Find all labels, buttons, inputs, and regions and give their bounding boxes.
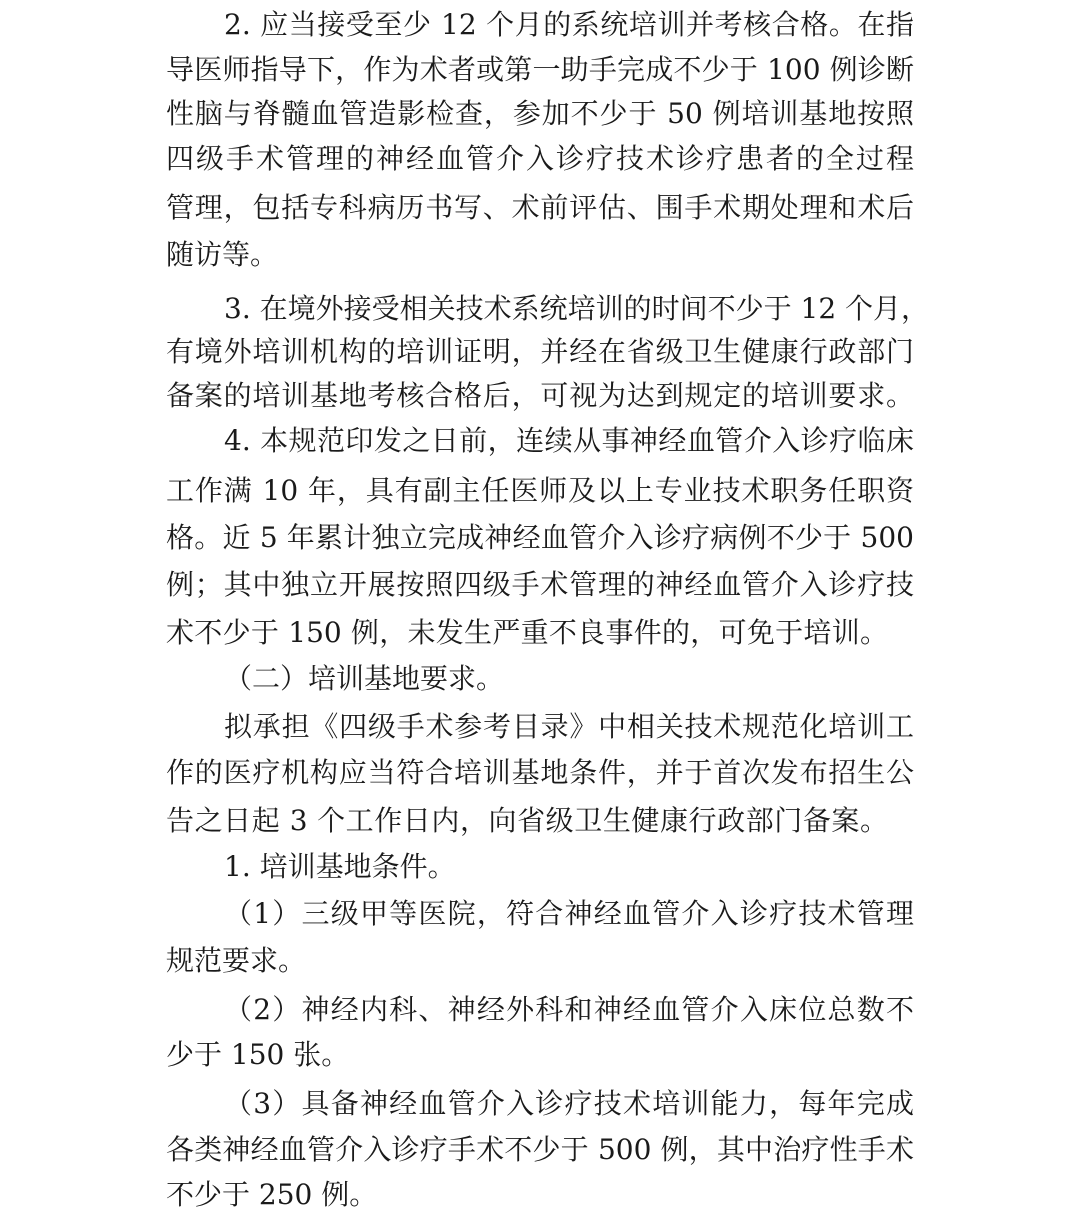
text-line (0, 889, 1080, 939)
text-line (0, 796, 1080, 846)
line-text: 导医师指导下，作为术者或第一助手完成不少于 100 例诊断 (166, 53, 914, 86)
text-line (0, 371, 1080, 421)
line-text: 作的医疗机构应当符合培训基地条件，并于首次发布招生公 (166, 756, 914, 789)
line-text: 3. 在境外接受相关技术系统培训的时间不少于 12 个月， (224, 292, 930, 325)
text-line (0, 327, 1080, 377)
text-line (0, 1125, 1080, 1175)
text-line (0, 183, 1080, 233)
line-text: （2）神经内科、神经外科和神经血管介入床位总数不 (224, 993, 914, 1026)
line-text: 2. 应当接受至少 12 个月的系统培训并考核合格。在指 (224, 8, 914, 41)
line-text: 备案的培训基地考核合格后，可视为达到规定的培训要求。 (166, 379, 914, 412)
text-line (0, 936, 1080, 986)
text-line (0, 1030, 1080, 1080)
line-text: 术不少于 150 例，未发生严重不良事件的，可免于培训。 (166, 616, 888, 649)
line-text: 4. 本规范印发之日前，连续从事神经血管介入诊疗临床 (224, 424, 914, 457)
line-text: 拟承担《四级手术参考目录》中相关技术规范化培训工 (224, 710, 914, 743)
line-text: （1）三级甲等医院，符合神经血管介入诊疗技术管理 (224, 897, 914, 930)
text-line (0, 842, 1080, 892)
text-line (0, 45, 1080, 95)
line-text: 管理，包括专科病历书写、术前评估、围手术期处理和术后 (166, 191, 914, 224)
line-text: 各类神经血管介入诊疗手术不少于 500 例，其中治疗性手术 (166, 1133, 914, 1166)
line-text: 不少于 250 例。 (166, 1178, 378, 1211)
text-line (0, 466, 1080, 516)
text-line (0, 1079, 1080, 1129)
line-text: （二）培训基地要求。 (224, 662, 505, 695)
text-line (0, 416, 1080, 466)
text-line (0, 748, 1080, 798)
text-line (0, 985, 1080, 1035)
text-line (0, 89, 1080, 139)
line-text: 例；其中独立开展按照四级手术管理的神经血管介入诊疗技 (166, 568, 914, 601)
line-text: 工作满 10 年，具有副主任医师及以上专业技术职务任职资 (166, 474, 914, 507)
line-text: 少于 150 张。 (166, 1038, 350, 1071)
line-text: 四级手术管理的神经血管介入诊疗技术诊疗患者的全过程 (166, 142, 914, 175)
text-line (0, 230, 1080, 280)
text-line (0, 513, 1080, 563)
text-line (0, 134, 1080, 184)
line-text: 规范要求。 (166, 944, 307, 977)
line-text: （3）具备神经血管介入诊疗技术培训能力，每年完成 (224, 1087, 914, 1120)
line-text: 性脑与脊髓血管造影检查，参加不少于 50 例培训基地按照 (166, 97, 914, 130)
line-text: 有境外培训机构的培训证明，并经在省级卫生健康行政部门 (166, 335, 914, 368)
line-text: 告之日起 3 个工作日内，向省级卫生健康行政部门备案。 (166, 804, 888, 837)
text-line (0, 702, 1080, 752)
text-line (0, 608, 1080, 658)
text-line (0, 654, 1080, 704)
line-text: 随访等。 (166, 238, 279, 271)
line-text: 1. 培训基地条件。 (224, 850, 456, 883)
text-line (0, 560, 1080, 610)
text-line (0, 0, 1080, 50)
line-text: 格。近 5 年累计独立完成神经血管介入诊疗病例不少于 500 (166, 521, 914, 554)
